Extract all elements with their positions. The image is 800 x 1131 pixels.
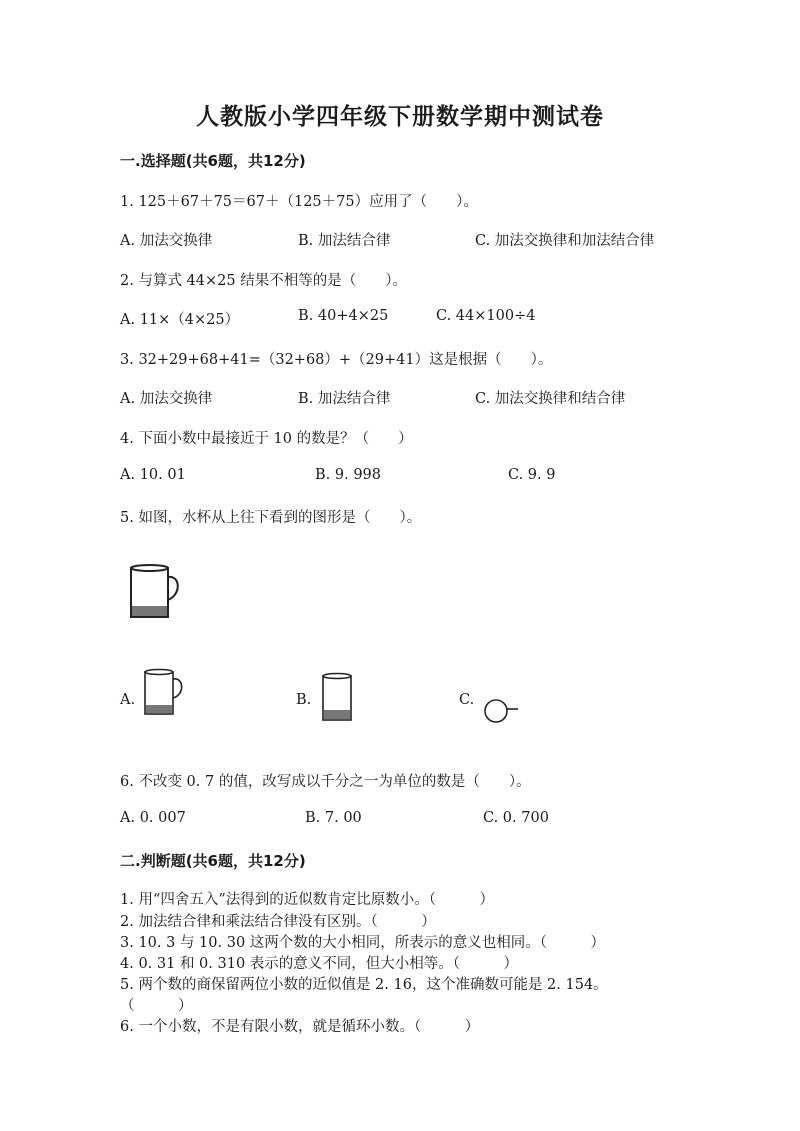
tf-item-3: 3. 10. 3 与 10. 30 这两个数的大小相同，所表示的意义也相同。（ ） — [120, 935, 606, 951]
mug-illustration — [126, 562, 182, 622]
tf-item-1: 1. 用“四舍五入”法得到的近似数肯定比原数小。（ ） — [120, 892, 495, 908]
question-3: 3. 32+29+68+41=（32+68）+（29+41）这是根据（ ）。 — [120, 352, 553, 368]
q5-option-c: C. — [459, 692, 475, 708]
q5-option-b: B. — [296, 692, 312, 708]
q3-option-b: B. 加法结合律 — [298, 391, 391, 407]
question-1: 1. 125＋67＋75＝67＋（125＋75）应用了（ ）。 — [120, 194, 478, 210]
question-4: 4. 下面小数中最接近于 10 的数是？（ ） — [120, 431, 413, 447]
tf-item-4: 4. 0. 31 和 0. 310 表示的意义不同，但大小相等。（ ） — [120, 956, 519, 972]
tf-item-5-blank: （ ） — [120, 998, 193, 1014]
q3-option-a: A. 加法交换律 — [120, 391, 213, 407]
q1-option-b: B. 加法结合律 — [298, 233, 391, 249]
page-title: 人教版小学四年级下册数学期中测试卷 — [196, 104, 604, 130]
q4-option-a: A. 10. 01 — [120, 467, 186, 483]
q5-option-c-circle-icon — [483, 698, 523, 726]
q6-option-a: A. 0. 007 — [120, 810, 186, 826]
question-6: 6. 不改变 0. 7 的值，改写成以千分之一为单位的数是（ ）。 — [120, 774, 531, 790]
q4-option-c: C. 9. 9 — [508, 467, 556, 483]
q6-option-c: C. 0. 700 — [483, 810, 549, 826]
section-heading-true-false: 二.判断题(共6题，共12分) — [120, 852, 306, 870]
q2-option-b: B. 40+4×25 — [298, 308, 389, 324]
q6-option-b: B. 7. 00 — [305, 810, 362, 826]
section-heading-choice: 一.选择题(共6题，共12分) — [120, 152, 306, 170]
q1-option-a: A. 加法交换律 — [120, 233, 213, 249]
q1-option-c: C. 加法交换律和加法结合律 — [475, 233, 655, 249]
tf-item-6: 6. 一个小数，不是有限小数，就是循环小数。（ ） — [120, 1019, 480, 1035]
q5-option-a-mug-icon — [141, 668, 185, 718]
question-2: 2. 与算式 44×25 结果不相等的是（ ）。 — [120, 273, 407, 289]
question-5: 5. 如图，水杯从上往下看到的图形是（ ）。 — [120, 510, 422, 526]
q2-option-c: C. 44×100÷4 — [436, 308, 536, 324]
tf-item-2: 2. 加法结合律和乘法结合律没有区别。（ ） — [120, 914, 436, 930]
q3-option-c: C. 加法交换律和结合律 — [475, 391, 626, 407]
q2-option-a: A. 11×（4×25） — [120, 312, 240, 328]
q4-option-b: B. 9. 998 — [315, 467, 381, 483]
q5-option-a: A. — [120, 692, 136, 708]
q5-option-b-cylinder-icon — [320, 672, 356, 724]
tf-item-5: 5. 两个数的商保留两位小数的近似值是 2. 16，这个准确数可能是 2. 154。 — [120, 977, 608, 993]
